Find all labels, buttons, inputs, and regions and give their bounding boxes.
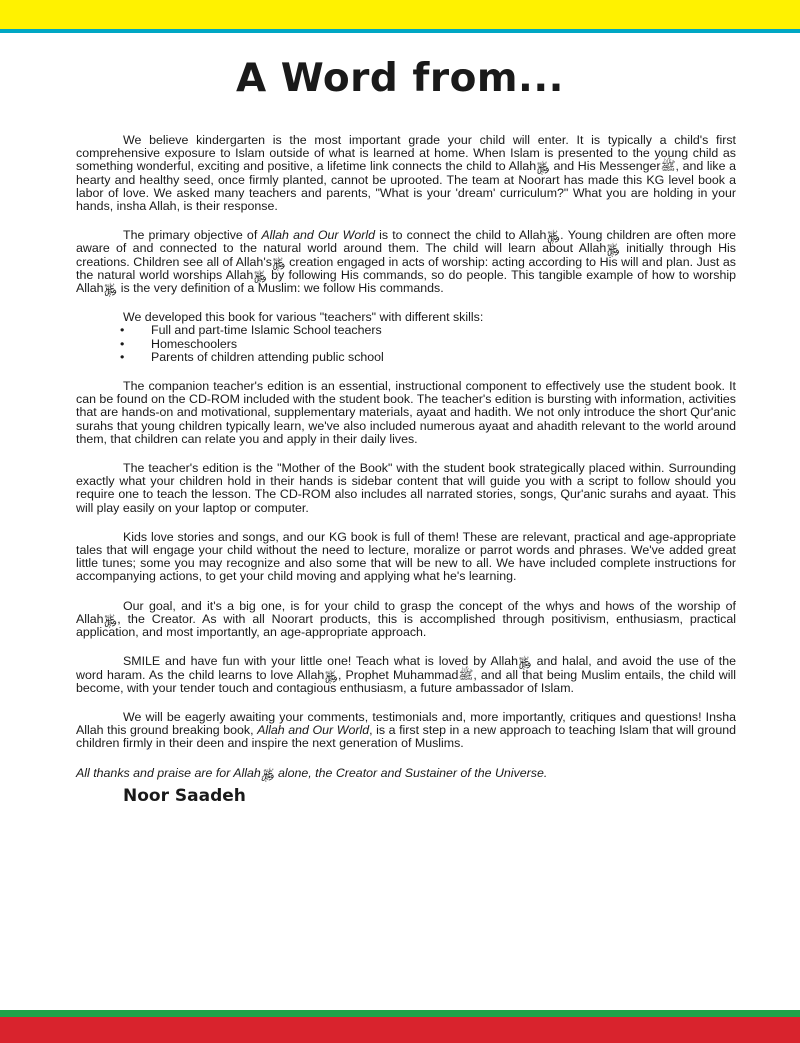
book-title-italic: Allah and Our World [257, 723, 370, 738]
feedback-text-end: , is a first step in a new approach to teaching Islam that will ground children firmly in their deen and inspire the next generation of Muslims. [76, 723, 736, 751]
closing-line: All thanks and praise are for Allah﷿ alone, the Creator and Sustainer of the Universe. [76, 765, 548, 780]
paragraph-mother-of-book: The teacher's edition is the "Mother of the Book" with the student book strategically placed within. Surrounding exactly what your children hold in their hands is sidebar content that will guide you with a script to follow should you require one to teach the lesson. The CD-ROM also includes all narrated stories, songs, Qur'anic surahs and ayaat. This will play easily on your laptop or computer. [76, 461, 736, 515]
paragraph-teachers-edition: The companion teacher's edition is an essential, instructional component to effectively use the student book. It can be found on the CD-ROM included with the student book. The teacher's edition is bursting with information, activities that are hands-on and motivational, supplementary materials, ayaat and hadith. We not only introduce the short Qur'anic surahs that young children typically learn, we've also included numerous ayaat and ahadith relevant to the world around them, that children can relate you and apply in their daily lives. [76, 379, 736, 446]
feedback-text-start: We will be eagerly awaiting your comments, testimonials and, more importantly, critiques and questions! Insha Allah this ground breaking book, [76, 709, 736, 738]
page-title: A Word from... [236, 56, 564, 101]
objective-text-end: is to connect the child to Allah﷿. Young children are often more aware of and connected to the natural world around them. The child will learn about Allah﷿ initially through His creations. Children see all of Allah's﷿ creation engaged in acts of worship: acting according to His will and plan. Just as the natural world worships Allah﷿ by following His commands, so do people. This tangible example of how to worship Allah﷿ is the very definition of a Muslim: we follow His commands. [76, 228, 736, 296]
list-item: • Homeschoolers [76, 338, 736, 351]
paragraph-stories-songs: Kids love stories and songs, and our KG book is full of them! These are relevant, practical and age-appropriate tales that will engage your child without the need to lecture, moralize or parrot words and phrases. We've added great little tunes; some you may recognize and also some that will be new to all. We have included complete instructions for accompanying actions, to get your child moving and applying what he's learning. [76, 529, 736, 584]
bottom-red-band [0, 1017, 800, 1043]
paragraph-objective [76, 229, 736, 295]
letter-body [76, 134, 736, 819]
paragraph-goal: Our goal, and it's a big one, is for your child to grasp the concept of the whys and hows of the worship of Allah﷿, the Creator. As with all Noorart products, this is accomplished through positivism, enthusiasm, practical application, and most importantly, an age-appropriate approach. [76, 598, 736, 640]
author-signature: Noor Saadeh [123, 785, 246, 806]
list-item: • Full and part-time Islamic School teachers [76, 324, 736, 337]
teachers-list-intro: We developed this book for various "teachers" with different skills: [123, 310, 484, 325]
objective-text-start: The primary objective of [123, 228, 262, 243]
teachers-list [76, 311, 736, 364]
list-item: • Parents of children attending public school [76, 351, 736, 364]
paragraph-intro: We believe kindergarten is the most important grade your child will enter. It is typically a child's first comprehensive exposure to Islam outside of what is learned at home. When Islam is presented to the young child as something wonderful, exciting and positive, a lifetime link connects the child to Allah﷿ and His Messengerﷺ, and like a hearty and healthy seed, once firmly planted, cannot be uprooted. The team at Noorart has made this KG level book a labor of love. We asked many teachers and parents, "What is your 'dream' curriculum?" What you are holding in your hands, insha Allah, is their response. [76, 133, 736, 214]
paragraph-smile: SMILE and have fun with your little one! Teach what is loved by Allah﷿ and halal, and avoid the use of the word haram. As the child learns to love Allah﷿, Prophet Muhammadﷺ, and all that being Muslim entails, the child will become, with your tender touch and contagious enthusiasm, a future ambassador of Islam. [76, 654, 737, 695]
book-title-italic: Allah and Our World [261, 228, 375, 243]
top-blue-stripe [0, 29, 800, 33]
top-yellow-band [0, 0, 800, 29]
paragraph-feedback [76, 711, 736, 751]
bottom-green-stripe [0, 1010, 800, 1017]
